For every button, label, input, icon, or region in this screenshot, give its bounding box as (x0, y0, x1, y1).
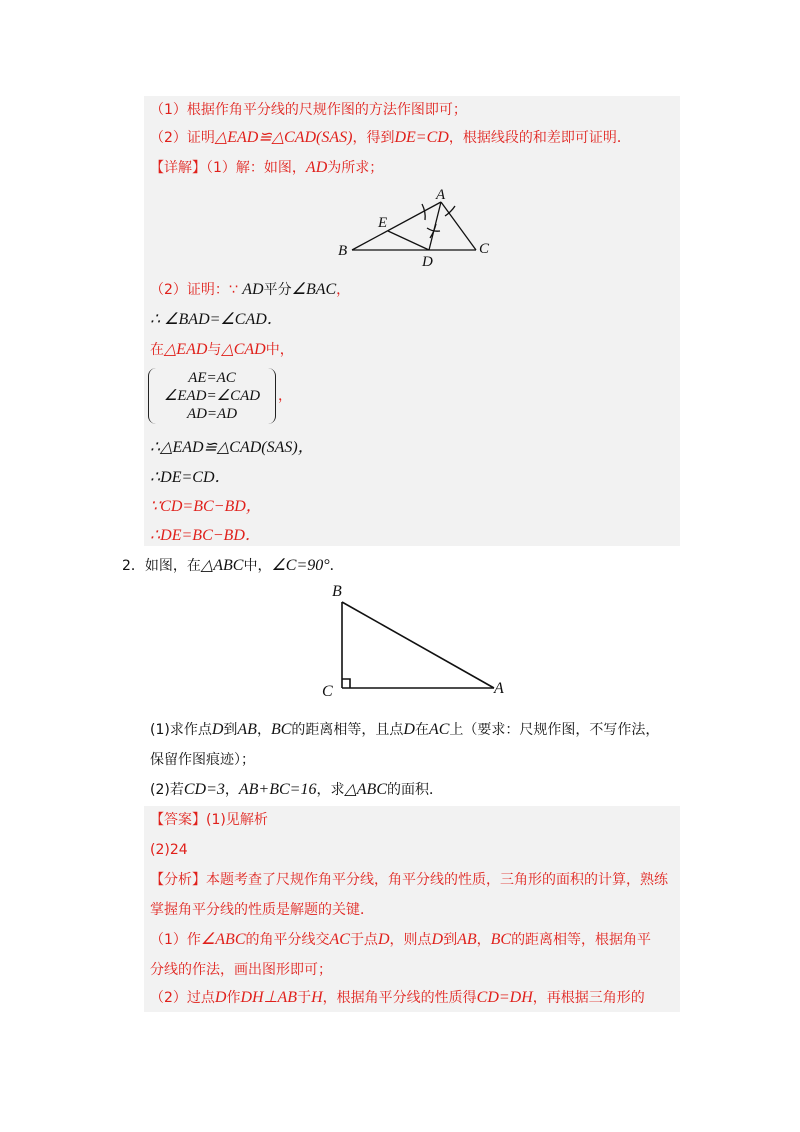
label-C: C (479, 241, 490, 257)
detail-tag: 【详解】 (150, 160, 206, 176)
proof-line-3: 在△EAD与△CAD中， (150, 341, 294, 358)
detail-line: 【详解】（1）解：如图，AD为所求； (150, 159, 384, 176)
answer-line-2: (2)24 (150, 842, 188, 858)
label-A: A (494, 680, 504, 697)
segment-AC (441, 202, 476, 250)
proof-line-7: ∴DE=BC−BD． (150, 527, 261, 544)
answer-tag: 【答案】 (150, 812, 206, 828)
proof-line-4: ∴△EAD≌△CAD(SAS)， (150, 439, 314, 456)
label-B: B (332, 583, 342, 600)
bisector-figure (330, 184, 500, 270)
right-brace (267, 368, 276, 424)
system-row-1: AE=AC (188, 370, 236, 386)
right-triangle-figure (318, 580, 514, 700)
right-angle-mark (342, 679, 350, 688)
question-2-line: (2)若CD=3，AB+BC=16，求△ABC的面积． (150, 781, 443, 798)
proof-line-6: ∵CD=BC−BD， (150, 498, 262, 515)
analysis-2-line-3: （1）作∠ABC的角平分线交AC于点D，则点D到AB，BC的距离相等，根据角平 (150, 931, 652, 948)
question-1-line-1: (1)求作点D到AB，BC的距离相等，且点D在AC上（要求：尺规作图，不写作法， (150, 721, 660, 738)
label-E: E (378, 215, 388, 231)
problem-number: 2． (122, 558, 145, 574)
segment-BA (352, 202, 441, 250)
system-tail: ， (278, 388, 292, 404)
answer-line: 【答案】(1)见解析 (150, 812, 268, 828)
analysis-2-line-1: 【分析】本题考查了尺规作角平分线，角平分线的性质，三角形的面积的计算，熟练 (150, 872, 668, 888)
segment-BA (342, 602, 494, 688)
analysis-tag: 【分析】 (150, 872, 206, 888)
label-C: C (322, 683, 333, 700)
congruence-system (148, 368, 276, 426)
question-1-line-2: 保留作图痕迹）； (150, 752, 255, 768)
proof-line-2: ∴ ∠BAD=∠CAD． (150, 311, 283, 328)
label-B: B (338, 243, 348, 259)
label-D: D (422, 254, 433, 270)
label-A: A (436, 187, 446, 203)
system-row-2: ∠EAD=∠CAD (163, 388, 261, 404)
proof-line-1: （2）证明：∵ AD平分∠BAC， (150, 281, 351, 298)
proof-line-5: ∴DE=CD． (150, 469, 231, 486)
system-row-3: AD=AD (186, 406, 238, 422)
segment-ED (388, 231, 429, 250)
analysis-2-line-2: 掌握角平分线的性质是解题的关键． (150, 902, 374, 918)
analysis-line-1: （1）根据作角平分线的尺规作图的方法作图即可； (150, 102, 467, 118)
analysis-line-2: （2）证明△EAD≌△CAD(SAS)，得到DE=CD，根据线段的和差即可证明． (150, 129, 631, 146)
analysis-2-line-5: （2）过点D作DH⊥AB于H，根据角平分线的性质得CD=DH，再根据三角形的 (150, 989, 645, 1006)
problem-2-stem: 2．如图，在△ABC中，∠C=90°． (122, 557, 344, 574)
analysis-2-line-4: 分线的作法，画出图形即可； (150, 962, 332, 978)
